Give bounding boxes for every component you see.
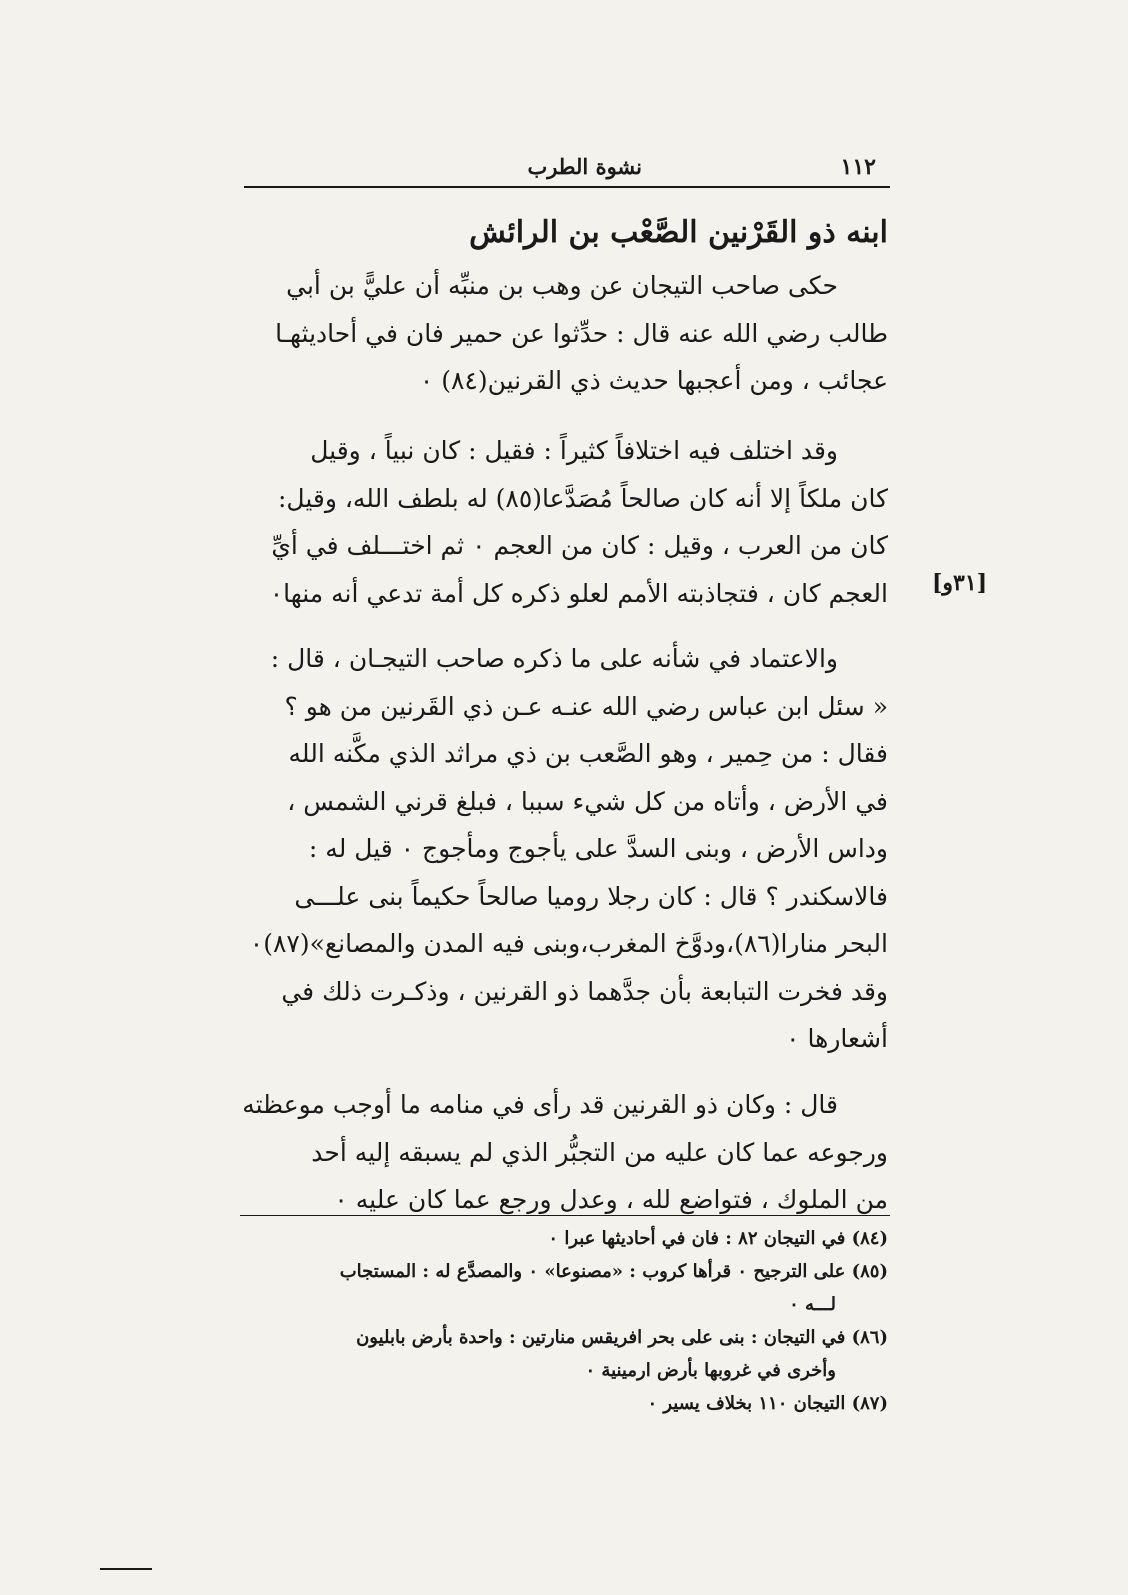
text-line: فقال : من حِمير ، وهو الصَّعب بن ذي مراثد الذي مكَّنه الله [288,739,888,768]
footnote: (٨٤) في التيجان ٨٢ : فان في أحاديثها عبرا ٠ [548,1228,888,1249]
paragraph [242,635,888,1063]
chapter-title: ابنه ذو القَرْنين الصَّعْب بن الرائش [469,215,888,250]
text-line: والاعتماد في شأنه على ما ذكره صاحب التيجـان ، قال : [270,644,838,673]
text-line: في الأرض ، وأتاه من كل شيء سببا ، فبلغ قرني الشمس ، [287,786,888,816]
running-title: نشوة الطرب [527,154,642,179]
text-line: وداس الأرض ، وبنى السدَّ على يأجوج ومأجوج ٠ قيل له : [308,834,888,863]
text-line: البحر منارا(٨٦)،ودوَّخ المغرب،وبنى فيه المدن والمصانع»(٨٧)٠ [249,929,888,958]
text-line: « سئل ابن عباس رضي الله عنـه عـن ذي القَرنين من هو ؟ [284,691,888,721]
scan-edge-mark [100,1568,152,1570]
page-number: ١١٢ [840,154,876,180]
text-line: قال : وكان ذو القرنين قد رأى في منامه ما أوجب موعظته [242,1090,838,1119]
text-line: كان ملكاً إلا أنه كان صالحاً مُصَدَّعا(٨٥) له بلطف الله، وقيل: [277,483,888,513]
header-rule [244,186,890,188]
paragraph [242,427,888,617]
text-line: أشعارها ٠ [786,1024,888,1053]
text-line: ورجوعه عما كان عليه من التجبُّر الذي لم يسبقه إليه أحد [311,1137,888,1167]
text-line: عجائب ، ومن أعجبها حديث ذي القرنين(٨٤) ٠ [419,366,888,395]
footnote: (٨٦) في التيجان : بنى على بحر افريقس منارتين : واحدة بأرض بابليون [356,1327,888,1348]
page-header [244,150,890,186]
footnote-continuation: وأخرى في غروبها بأرض ارمينية ٠ [585,1360,836,1381]
text-line: العجم كان ، فتجاذبته الأمم لعلو ذكره كل أمة تدعي أنه منها٠ [269,578,888,608]
text-line: كان من العرب ، وقيل : كان من العجم ٠ ثم اختـــلف في أيِّ [271,531,888,560]
footnote-rule [240,1215,890,1216]
paragraph [242,1081,888,1224]
text-line: حكى صاحب التيجان عن وهب بن منبِّه أن عليًّ بن أبي [286,271,838,300]
margin-folio-note: [٣١و] [932,570,988,596]
footnote: (٨٧) التيجان ١١٠ بخلاف يسير ٠ [647,1393,888,1414]
footnote: (٨٥) على الترجيح ٠ قرأها كروب : «مصنوعا» ٠ والمصدَّع له : المستجاب [339,1261,888,1282]
text-line: من الملوك ، فتواضع لله ، وعدل ورجع عما كان عليه ٠ [334,1185,888,1214]
text-line: وقد اختلف فيه اختلافاً كثيراً : فقيل : كان نبياً ، وقيل [310,436,838,465]
text-line: وقد فخرت التبابعة بأن جدَّهما ذو القرنين ، وذكـرت ذلك في [281,976,888,1006]
text-line: طالب رضي الله عنه قال : حدِّثوا عن حمير فان في أحاديثهـا [275,318,888,348]
footnote-continuation: لـــه ٠ [789,1294,836,1315]
paragraph [242,262,888,405]
text-line: فالاسكندر ؟ قال : كان رجلا روميا صالحاً حكيماً بنى علـــى [294,881,888,911]
footnotes [238,1222,888,1420]
